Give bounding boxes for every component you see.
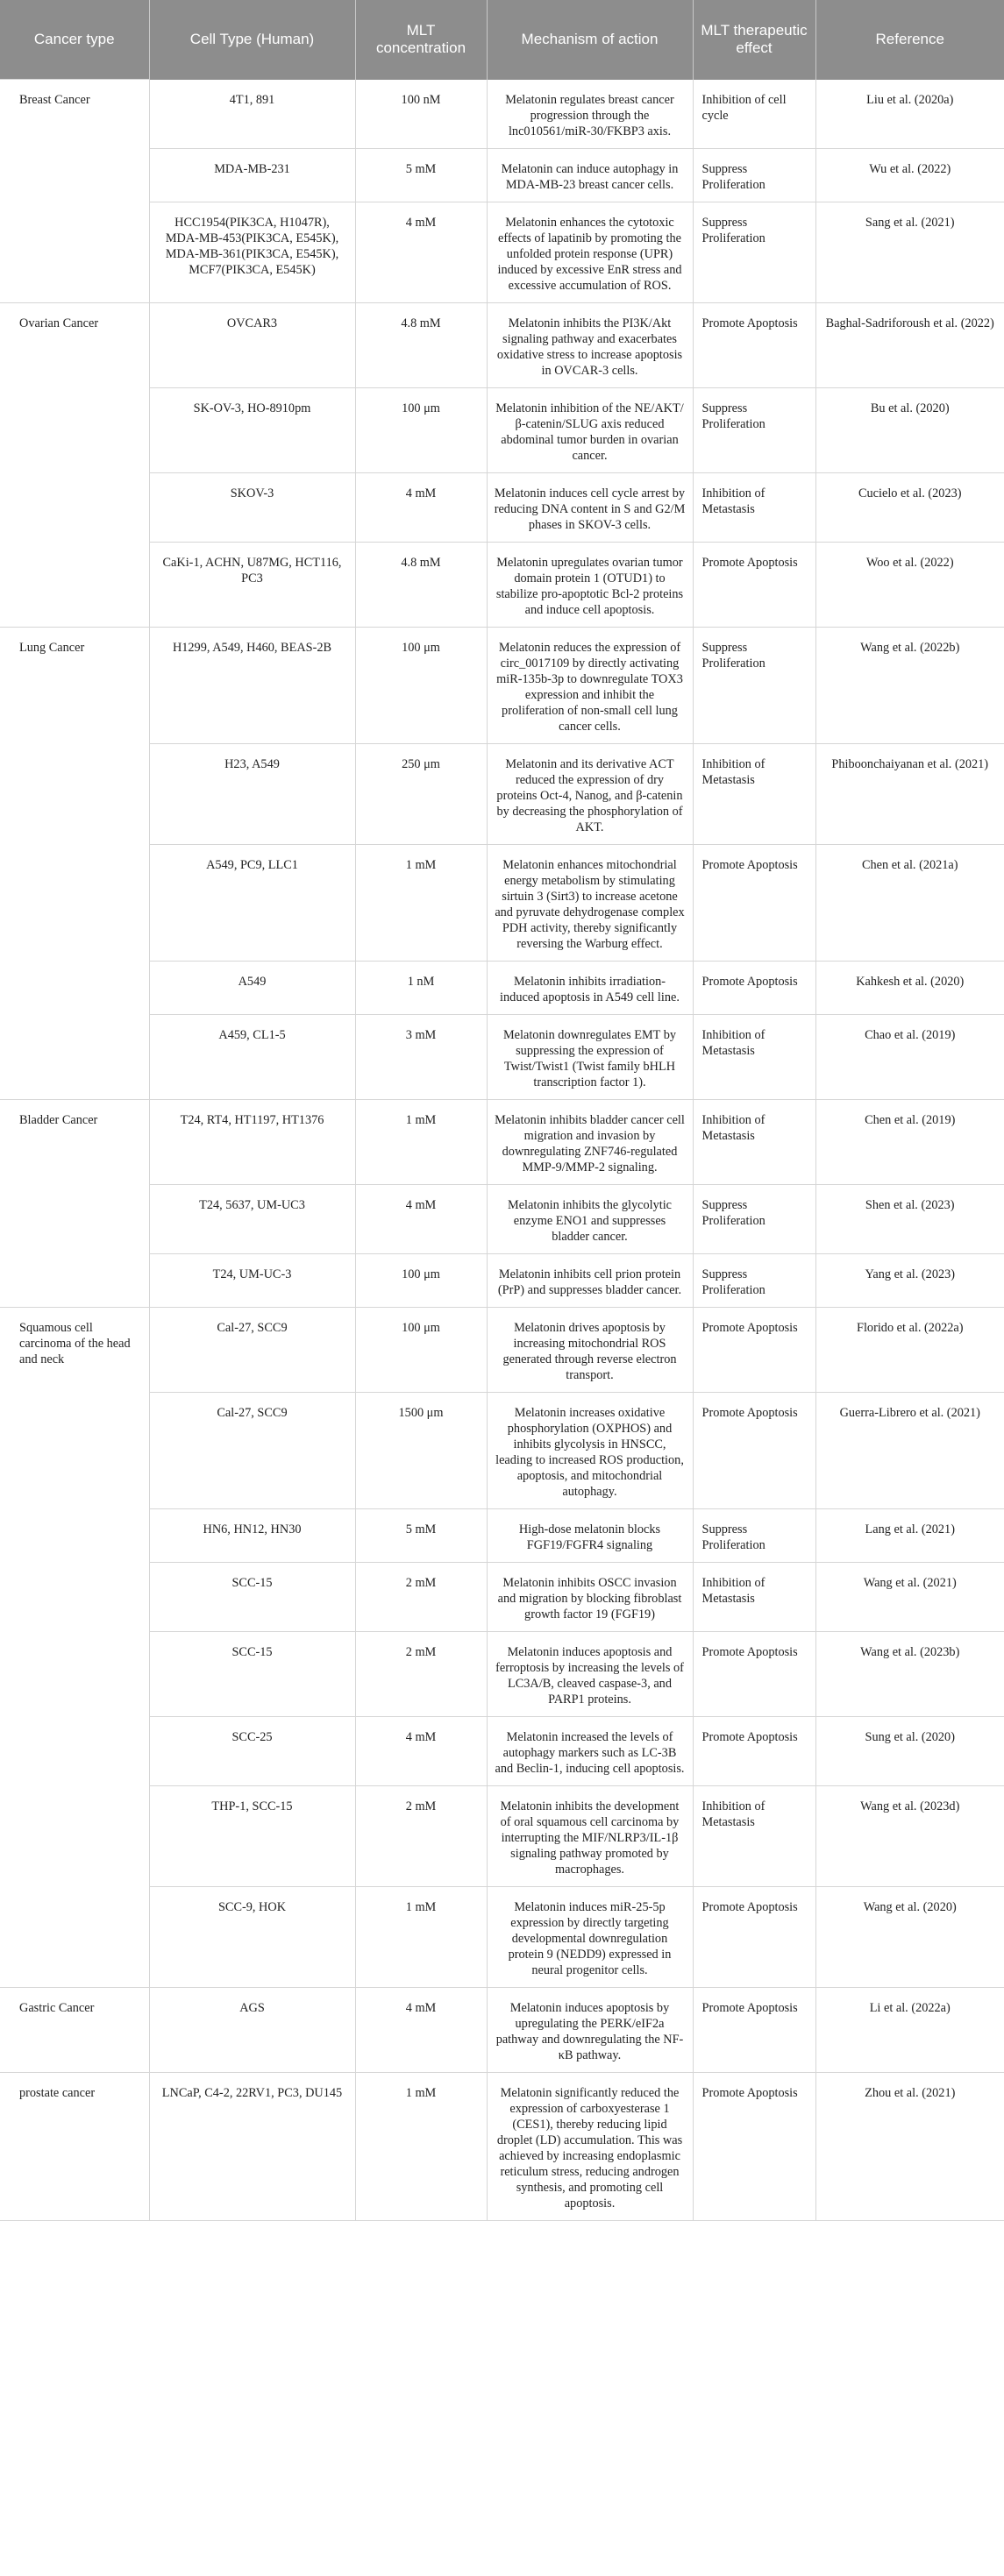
effect-cell: Suppress Proliferation: [693, 1253, 815, 1307]
concentration-cell: 2 mM: [355, 1631, 487, 1716]
effect-cell: Suppress Proliferation: [693, 1184, 815, 1253]
cell-type-cell: MDA-MB-231: [149, 148, 355, 202]
cell-type-cell: Cal-27, SCC9: [149, 1392, 355, 1508]
table-row: [0, 542, 1004, 627]
effect-cell: Promote Apoptosis: [693, 1307, 815, 1392]
reference-cell: Guerra-Librero et al. (2021): [815, 1392, 1004, 1508]
reference-cell: Baghal-Sadriforoush et al. (2022): [815, 302, 1004, 387]
reference-cell: Florido et al. (2022a): [815, 1307, 1004, 1392]
table-header: [0, 0, 1004, 80]
mechanism-cell: Melatonin enhances mitochondrial energy metabolism by stimulating sirtuin 3 (Sirt3) to increase acetone and pyruvate dehydrogenase complex PDH activity, thereby significantly reversing the Warburg effect.: [487, 844, 693, 961]
table-row: [0, 1253, 1004, 1307]
mechanism-cell: Melatonin and its derivative ACT reduced the expression of dry proteins Oct-4, Nanog, and β-catenin by decreasing the phosphorylation of AKT.: [487, 743, 693, 844]
mechanism-cell: Melatonin inhibits the development of oral squamous cell carcinoma by interrupting the MIF/NLRP3/IL-1β signaling pathway promoted by macrophages.: [487, 1785, 693, 1886]
reference-cell: Li et al. (2022a): [815, 1987, 1004, 2072]
cell-type-cell: SK-OV-3, HO-8910pm: [149, 387, 355, 472]
cell-type-cell: SCC-9, HOK: [149, 1886, 355, 1987]
header-concentration: MLT concentration: [355, 0, 487, 80]
concentration-cell: 4 mM: [355, 1716, 487, 1785]
reference-cell: Shen et al. (2023): [815, 1184, 1004, 1253]
cell-type-cell: LNCaP, C4-2, 22RV1, PC3, DU145: [149, 2072, 355, 2220]
cell-type-cell: SCC-25: [149, 1716, 355, 1785]
mechanism-cell: Melatonin inhibits irradiation-induced apoptosis in A549 cell line.: [487, 961, 693, 1014]
concentration-cell: 4.8 mM: [355, 542, 487, 627]
cancer-type-cell: Breast Cancer: [0, 80, 149, 303]
concentration-cell: 5 mM: [355, 148, 487, 202]
table-row: [0, 202, 1004, 302]
cancer-type-cell: Ovarian Cancer: [0, 302, 149, 627]
reference-cell: Wang et al. (2023b): [815, 1631, 1004, 1716]
mechanism-cell: Melatonin downregulates EMT by suppressing the expression of Twist/Twist1 (Twist family bHLH transcription factor 1).: [487, 1014, 693, 1099]
reference-cell: Wang et al. (2020): [815, 1886, 1004, 1987]
cancer-type-cell: prostate cancer: [0, 2072, 149, 2220]
table-row: [0, 1508, 1004, 1562]
effect-cell: Suppress Proliferation: [693, 387, 815, 472]
mechanism-cell: Melatonin enhances the cytotoxic effects of lapatinib by promoting the unfolded protein response (UPR) induced by excessive EnR stress and excessive accumulation of ROS.: [487, 202, 693, 302]
reference-cell: Zhou et al. (2021): [815, 2072, 1004, 2220]
concentration-cell: 5 mM: [355, 1508, 487, 1562]
mechanism-cell: Melatonin induces apoptosis by upregulating the PERK/eIF2a pathway and downregulating the NF-κB pathway.: [487, 1987, 693, 2072]
effect-cell: Promote Apoptosis: [693, 1631, 815, 1716]
header-mechanism: Mechanism of action: [487, 0, 693, 80]
table-row: [0, 1014, 1004, 1099]
concentration-cell: 100 μm: [355, 627, 487, 743]
cell-type-cell: A549: [149, 961, 355, 1014]
concentration-cell: 100 μm: [355, 1253, 487, 1307]
concentration-cell: 2 mM: [355, 1785, 487, 1886]
table-row: [0, 1099, 1004, 1184]
table-row: [0, 1785, 1004, 1886]
effect-cell: Inhibition of Metastasis: [693, 1785, 815, 1886]
mechanism-cell: Melatonin induces miR-25-5p expression by directly targeting developmental downregulation protein 9 (NEDD9) expressed in neural progenitor cells.: [487, 1886, 693, 1987]
table-row: [0, 743, 1004, 844]
cell-type-cell: THP-1, SCC-15: [149, 1785, 355, 1886]
cell-type-cell: HCC1954(PIK3CA, H1047R), MDA-MB-453(PIK3CA, E545K), MDA-MB-361(PIK3CA, E545K), MCF7(PIK3CA, E545K): [149, 202, 355, 302]
mechanism-cell: Melatonin can induce autophagy in MDA-MB-23 breast cancer cells.: [487, 148, 693, 202]
effect-cell: Inhibition of Metastasis: [693, 472, 815, 542]
concentration-cell: 100 μm: [355, 1307, 487, 1392]
effect-cell: Inhibition of Metastasis: [693, 1562, 815, 1631]
effect-cell: Promote Apoptosis: [693, 844, 815, 961]
reference-cell: Wang et al. (2023d): [815, 1785, 1004, 1886]
cell-type-cell: SCC-15: [149, 1631, 355, 1716]
mechanism-cell: Melatonin induces apoptosis and ferroptosis by increasing the levels of LC3A/B, cleaved caspase-3, and PARP1 proteins.: [487, 1631, 693, 1716]
table-row: [0, 1307, 1004, 1392]
reference-cell: Wang et al. (2021): [815, 1562, 1004, 1631]
reference-cell: Chen et al. (2021a): [815, 844, 1004, 961]
cell-type-cell: OVCAR3: [149, 302, 355, 387]
cancer-type-cell: Squamous cell carcinoma of the head and neck: [0, 1307, 149, 1987]
table-row: [0, 1716, 1004, 1785]
reference-cell: Phiboonchaiyanan et al. (2021): [815, 743, 1004, 844]
reference-cell: Kahkesh et al. (2020): [815, 961, 1004, 1014]
mechanism-cell: Melatonin significantly reduced the expression of carboxyesterase 1 (CES1), thereby reducing lipid droplet (LD) accumulation. This was achieved by increasing endoplasmic reticulum stress, reducing androgen synthesis, and promoting cell apoptosis.: [487, 2072, 693, 2220]
mechanism-cell: Melatonin inhibition of the NE/AKT/β-catenin/SLUG axis reduced abdominal tumor burden in ovarian cancer.: [487, 387, 693, 472]
cell-type-cell: SCC-15: [149, 1562, 355, 1631]
mechanism-cell: Melatonin inhibits OSCC invasion and migration by blocking fibroblast growth factor 19 (FGF19): [487, 1562, 693, 1631]
reference-cell: Liu et al. (2020a): [815, 80, 1004, 149]
table-row: [0, 1886, 1004, 1987]
effect-cell: Promote Apoptosis: [693, 2072, 815, 2220]
table-row: [0, 1631, 1004, 1716]
cell-type-cell: 4T1, 891: [149, 80, 355, 149]
reference-cell: Chao et al. (2019): [815, 1014, 1004, 1099]
concentration-cell: 100 nM: [355, 80, 487, 149]
table-row: [0, 1987, 1004, 2072]
header-row: [0, 0, 1004, 80]
mechanism-cell: Melatonin induces cell cycle arrest by reducing DNA content in S and G2/M phases in SKOV-3 cells.: [487, 472, 693, 542]
mechanism-cell: Melatonin regulates breast cancer progression through the lnc010561/miR-30/FKBP3 axis.: [487, 80, 693, 149]
concentration-cell: 100 μm: [355, 387, 487, 472]
reference-cell: Yang et al. (2023): [815, 1253, 1004, 1307]
table-row: [0, 844, 1004, 961]
cancer-type-cell: Bladder Cancer: [0, 1099, 149, 1307]
cell-type-cell: CaKi-1, ACHN, U87MG, HCT116, PC3: [149, 542, 355, 627]
cell-type-cell: A549, PC9, LLC1: [149, 844, 355, 961]
mechanism-cell: Melatonin increases oxidative phosphorylation (OXPHOS) and inhibits glycolysis in HNSCC, leading to increased ROS production, apoptosis, and mitochondrial autophagy.: [487, 1392, 693, 1508]
table-row: [0, 627, 1004, 743]
concentration-cell: 4 mM: [355, 472, 487, 542]
table-row: [0, 2072, 1004, 2220]
concentration-cell: 3 mM: [355, 1014, 487, 1099]
concentration-cell: 1 nM: [355, 961, 487, 1014]
cell-type-cell: Cal-27, SCC9: [149, 1307, 355, 1392]
concentration-cell: 1500 μm: [355, 1392, 487, 1508]
effect-cell: Promote Apoptosis: [693, 1392, 815, 1508]
effect-cell: Promote Apoptosis: [693, 961, 815, 1014]
mechanism-cell: Melatonin drives apoptosis by increasing mitochondrial ROS generated through reverse electron transport.: [487, 1307, 693, 1392]
table-row: [0, 961, 1004, 1014]
reference-cell: Sang et al. (2021): [815, 202, 1004, 302]
cell-type-cell: HN6, HN12, HN30: [149, 1508, 355, 1562]
reference-cell: Wu et al. (2022): [815, 148, 1004, 202]
cell-type-cell: T24, UM-UC-3: [149, 1253, 355, 1307]
concentration-cell: 4 mM: [355, 202, 487, 302]
effect-cell: Inhibition of Metastasis: [693, 743, 815, 844]
effect-cell: Promote Apoptosis: [693, 542, 815, 627]
table-row: [0, 148, 1004, 202]
table-row: [0, 387, 1004, 472]
effect-cell: Promote Apoptosis: [693, 1987, 815, 2072]
concentration-cell: 1 mM: [355, 2072, 487, 2220]
header-effect: MLT therapeutic effect: [693, 0, 815, 80]
reference-cell: Bu et al. (2020): [815, 387, 1004, 472]
table-row: [0, 1392, 1004, 1508]
concentration-cell: 1 mM: [355, 1886, 487, 1987]
reference-cell: Wang et al. (2022b): [815, 627, 1004, 743]
effect-cell: Inhibition of Metastasis: [693, 1014, 815, 1099]
mechanism-cell: Melatonin inhibits the glycolytic enzyme ENO1 and suppresses bladder cancer.: [487, 1184, 693, 1253]
table-row: [0, 80, 1004, 149]
cell-type-cell: SKOV-3: [149, 472, 355, 542]
mechanism-cell: Melatonin inhibits bladder cancer cell migration and invasion by downregulating ZNF746-regulated MMP-9/MMP-2 signaling.: [487, 1099, 693, 1184]
reference-cell: Lang et al. (2021): [815, 1508, 1004, 1562]
mechanism-cell: Melatonin upregulates ovarian tumor domain protein 1 (OTUD1) to stabilize pro-apoptotic Bcl-2 proteins and induce cell apoptosis.: [487, 542, 693, 627]
mechanism-cell: High-dose melatonin blocks FGF19/FGFR4 signaling: [487, 1508, 693, 1562]
cell-type-cell: T24, 5637, UM-UC3: [149, 1184, 355, 1253]
table-row: [0, 472, 1004, 542]
effect-cell: Inhibition of cell cycle: [693, 80, 815, 149]
effect-cell: Suppress Proliferation: [693, 1508, 815, 1562]
cancer-type-cell: Gastric Cancer: [0, 1987, 149, 2072]
reference-cell: Chen et al. (2019): [815, 1099, 1004, 1184]
table-body: [0, 80, 1004, 2221]
table-row: [0, 1562, 1004, 1631]
table-row: [0, 1184, 1004, 1253]
table-row: [0, 302, 1004, 387]
concentration-cell: 1 mM: [355, 1099, 487, 1184]
effect-cell: Suppress Proliferation: [693, 627, 815, 743]
concentration-cell: 2 mM: [355, 1562, 487, 1631]
cell-type-cell: A459, CL1-5: [149, 1014, 355, 1099]
cell-type-cell: H1299, A549, H460, BEAS-2B: [149, 627, 355, 743]
concentration-cell: 1 mM: [355, 844, 487, 961]
concentration-cell: 4 mM: [355, 1987, 487, 2072]
header-reference: Reference: [815, 0, 1004, 80]
mechanism-cell: Melatonin reduces the expression of circ_0017109 by directly activating miR-135b-3p to downregulate TOX3 expression and inhibit the proliferation of non-small cell lung cancer cells.: [487, 627, 693, 743]
reference-cell: Sung et al. (2020): [815, 1716, 1004, 1785]
header-cancer-type: Cancer type: [0, 0, 149, 80]
cancer-type-cell: Lung Cancer: [0, 627, 149, 1099]
effect-cell: Promote Apoptosis: [693, 1716, 815, 1785]
reference-cell: Cucielo et al. (2023): [815, 472, 1004, 542]
mechanism-cell: Melatonin increased the levels of autophagy markers such as LC-3B and Beclin-1, inducing cell apoptosis.: [487, 1716, 693, 1785]
concentration-cell: 4.8 mM: [355, 302, 487, 387]
effect-cell: Suppress Proliferation: [693, 148, 815, 202]
header-cell-type: Cell Type (Human): [149, 0, 355, 80]
cell-type-cell: T24, RT4, HT1197, HT1376: [149, 1099, 355, 1184]
cell-type-cell: H23, A549: [149, 743, 355, 844]
effect-cell: Inhibition of Metastasis: [693, 1099, 815, 1184]
reference-cell: Woo et al. (2022): [815, 542, 1004, 627]
concentration-cell: 250 μm: [355, 743, 487, 844]
mechanism-cell: Melatonin inhibits cell prion protein (PrP) and suppresses bladder cancer.: [487, 1253, 693, 1307]
effect-cell: Suppress Proliferation: [693, 202, 815, 302]
concentration-cell: 4 mM: [355, 1184, 487, 1253]
effect-cell: Promote Apoptosis: [693, 302, 815, 387]
effect-cell: Promote Apoptosis: [693, 1886, 815, 1987]
mechanism-cell: Melatonin inhibits the PI3K/Akt signaling pathway and exacerbates oxidative stress to increase apoptosis in OVCAR-3 cells.: [487, 302, 693, 387]
cell-type-cell: AGS: [149, 1987, 355, 2072]
